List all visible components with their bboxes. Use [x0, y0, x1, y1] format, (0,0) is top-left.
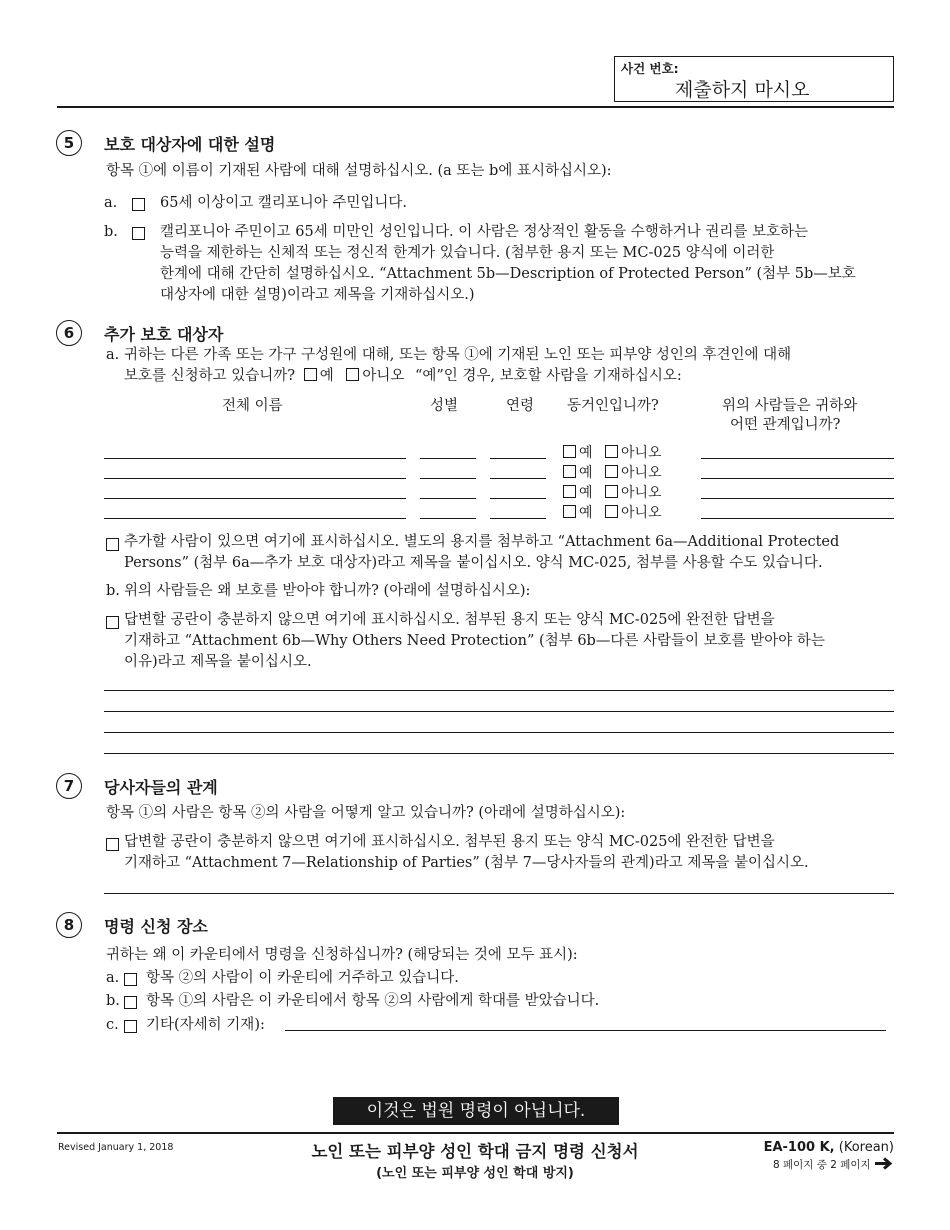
section-8-b-checkbox[interactable] — [124, 996, 137, 1009]
additional-persons-line1: 추가할 사람이 있으면 여기에 표시하십시오. 별도의 용지를 첨부하고 “Attachment 6a—Additional Protected — [124, 534, 840, 550]
lives-no-checkbox[interactable] — [605, 445, 618, 458]
section-6-number: 6 — [56, 320, 82, 346]
relationship-field[interactable] — [701, 518, 894, 519]
section-6-a-yes-checkbox[interactable] — [304, 368, 317, 381]
section-5-a-checkbox[interactable] — [132, 198, 145, 211]
section-8-b-label: b. — [106, 993, 120, 1009]
section-5-b-line4: 대상자에 대한 설명)이라고 제목을 기재하십시오.) — [160, 287, 475, 303]
arrow-right-icon — [874, 1157, 894, 1170]
header-rule — [57, 106, 894, 108]
section-5-b-line1: 캘리포니아 주민이고 65세 미만인 성인입니다. 이 사람은 정상적인 활동을 수행하거나 권리를 보호하는 — [160, 224, 809, 240]
name-field[interactable] — [104, 478, 406, 479]
section-6-space-line1: 답변할 공란이 충분하지 않으면 여기에 표시하십시오. 첨부된 용지 또는 양식 MC-025에 완전한 답변을 — [124, 612, 775, 628]
answer-line[interactable] — [104, 690, 894, 691]
lives-yes-label: 예 — [579, 465, 593, 481]
section-8-a-checkbox[interactable] — [124, 973, 137, 986]
name-field[interactable] — [104, 498, 406, 499]
section-5-b-line3: 한계에 대해 간단히 설명하십시오. “Attachment 5b—Description of Protected Person” (첨부 5b—보호 — [160, 266, 856, 282]
lives-with-options — [563, 442, 662, 462]
form-language: (Korean) — [838, 1140, 894, 1155]
answer-line[interactable] — [104, 753, 894, 754]
col-relationship-1: 위의 사람들은 귀하와 — [722, 398, 858, 414]
lives-with-options — [563, 482, 662, 502]
lives-yes-label: 예 — [579, 485, 593, 501]
revised-date: Revised January 1, 2018 — [58, 1142, 174, 1153]
col-age: 연령 — [506, 398, 535, 414]
lives-no-label: 아니오 — [620, 485, 662, 501]
sex-field[interactable] — [420, 478, 476, 479]
section-6-a-no-label: 아니오 — [362, 368, 405, 384]
section-6-a-line2 — [124, 366, 682, 386]
lives-yes-label: 예 — [579, 445, 593, 461]
age-field[interactable] — [490, 518, 546, 519]
section-8-c-label: c. — [106, 1017, 119, 1033]
section-6-title: 추가 보호 대상자 — [104, 325, 224, 344]
lives-with-options — [563, 502, 662, 522]
section-6-more-space-checkbox[interactable] — [106, 616, 119, 629]
other-reason-field[interactable] — [285, 1030, 886, 1031]
section-6-b-label: b. — [106, 583, 120, 599]
section-6-a-if-yes: “예”인 경우, 보호할 사람을 기재하십시오: — [414, 368, 682, 384]
lives-with-options — [563, 462, 662, 482]
section-6-a-yes-label: 예 — [319, 368, 334, 384]
additional-persons-checkbox[interactable] — [106, 538, 119, 551]
section-5-b-checkbox[interactable] — [132, 227, 145, 240]
lives-yes-label: 예 — [579, 505, 593, 521]
section-5-b-line2: 능력을 제한하는 신체적 또는 정신적 한계가 있습니다. (첨부한 용지 또는 MC-025 양식에 이러한 — [160, 245, 775, 261]
lives-yes-checkbox[interactable] — [563, 465, 576, 478]
section-6-b-text: 위의 사람들은 왜 보호를 받아야 합니까? (아래에 설명하십시오): — [124, 583, 531, 599]
form-title: 노인 또는 피부양 성인 학대 금지 명령 신청서 — [311, 1142, 639, 1161]
section-7-instruction: 항목 ①의 사람은 항목 ②의 사람을 어떻게 알고 있습니까? (아래에 설명하십시오): — [106, 805, 626, 821]
age-field[interactable] — [490, 478, 546, 479]
section-7-space-line1: 답변할 공란이 충분하지 않으면 여기에 표시하십시오. 첨부된 용지 또는 양식 MC-025에 완전한 답변을 — [124, 834, 775, 850]
age-field[interactable] — [490, 498, 546, 499]
form-number: EA-100 K, — [763, 1140, 835, 1155]
lives-no-label: 아니오 — [620, 445, 662, 461]
sex-field[interactable] — [420, 498, 476, 499]
section-8-a-label: a. — [106, 970, 120, 986]
section-7-space-line2: 기재하고 “Attachment 7—Relationship of Parties” (첨부 7—당사자들의 관계)라고 제목을 붙이십시오. — [124, 855, 809, 871]
name-field[interactable] — [104, 518, 406, 519]
section-7-title: 당사자들의 관계 — [104, 778, 218, 797]
col-sex: 성별 — [430, 398, 459, 414]
age-field[interactable] — [490, 458, 546, 459]
sex-field[interactable] — [420, 518, 476, 519]
section-6-a-no-checkbox[interactable] — [346, 368, 359, 381]
col-relationship-2: 어떤 관계입니까? — [730, 417, 841, 433]
page-info — [773, 1157, 894, 1172]
answer-line[interactable] — [104, 893, 894, 894]
name-field[interactable] — [104, 458, 406, 459]
col-lives-with: 동거인입니까? — [567, 398, 659, 414]
section-8-a-text: 항목 ②의 사람이 이 카운티에 거주하고 있습니다. — [146, 970, 459, 986]
form-id — [764, 1140, 894, 1155]
section-8-number: 8 — [56, 912, 82, 938]
lives-yes-checkbox[interactable] — [563, 445, 576, 458]
section-5-a-text: 65세 이상이고 캘리포니아 주민입니다. — [160, 195, 407, 211]
lives-no-checkbox[interactable] — [605, 505, 618, 518]
footer-rule — [57, 1132, 894, 1134]
section-6-space-line3: 이유)라고 제목을 붙이십시오. — [124, 654, 312, 670]
section-6-a-label: a. — [106, 347, 120, 363]
section-8-c-checkbox[interactable] — [124, 1020, 137, 1033]
lives-yes-checkbox[interactable] — [563, 485, 576, 498]
lives-no-checkbox[interactable] — [605, 485, 618, 498]
relationship-field[interactable] — [701, 498, 894, 499]
not-court-order-notice: 이것은 법원 명령이 아닙니다. — [333, 1097, 619, 1125]
lives-yes-checkbox[interactable] — [563, 505, 576, 518]
section-5-number: 5 — [56, 130, 82, 156]
relationship-field[interactable] — [701, 458, 894, 459]
section-8-instruction: 귀하는 왜 이 카운티에서 명령을 신청하십니까? (해당되는 것에 모두 표시): — [106, 947, 578, 963]
section-6-space-line2: 기재하고 “Attachment 6b—Why Others Need Protection” (첨부 6b—다른 사람들이 보호를 받아야 하는 — [124, 633, 825, 649]
section-5-title: 보호 대상자에 대한 설명 — [104, 135, 276, 154]
page-count: 8 페이지 중 2 페이지 — [772, 1159, 871, 1171]
section-7-number: 7 — [56, 773, 82, 799]
sex-field[interactable] — [420, 458, 476, 459]
section-5-instruction: 항목 ①에 이름이 기재된 사람에 대해 설명하십시오. (a 또는 b에 표시하십시오): — [106, 163, 612, 179]
section-8-c-text: 기타(자세히 기재): — [146, 1017, 265, 1033]
lives-no-label: 아니오 — [620, 465, 662, 481]
relationship-field[interactable] — [701, 478, 894, 479]
form-subtitle: (노인 또는 피부양 성인 학대 방지) — [376, 1166, 574, 1181]
case-number-label: 사건 번호: — [621, 61, 679, 76]
section-6-a-question: 보호를 신청하고 있습니까? — [124, 368, 296, 384]
lives-no-label: 아니오 — [620, 505, 662, 521]
col-full-name: 전체 이름 — [222, 398, 283, 414]
do-not-file-text: 제출하지 마시오 — [675, 79, 810, 101]
answer-line[interactable] — [104, 732, 894, 733]
section-8-b-text: 항목 ①의 사람은 이 카운티에서 항목 ②의 사람에게 학대를 받았습니다. — [146, 993, 600, 1009]
section-7-more-space-checkbox[interactable] — [106, 838, 119, 851]
lives-no-checkbox[interactable] — [605, 465, 618, 478]
answer-line[interactable] — [104, 711, 894, 712]
section-5-b-label: b. — [104, 224, 118, 240]
case-number-box — [614, 56, 894, 102]
section-5-a-label: a. — [104, 195, 118, 211]
section-8-title: 명령 신청 장소 — [104, 917, 208, 936]
additional-persons-line2: Persons” (첨부 6a—추가 보호 대상자)라고 제목을 붙이십시오. 양식 MC-025, 첨부를 사용할 수도 있습니다. — [124, 555, 823, 571]
section-6-a-line1: 귀하는 다른 가족 또는 가구 구성원에 대해, 또는 항목 ①에 기재된 노인 또는 피부양 성인의 후견인에 대해 — [124, 347, 792, 363]
